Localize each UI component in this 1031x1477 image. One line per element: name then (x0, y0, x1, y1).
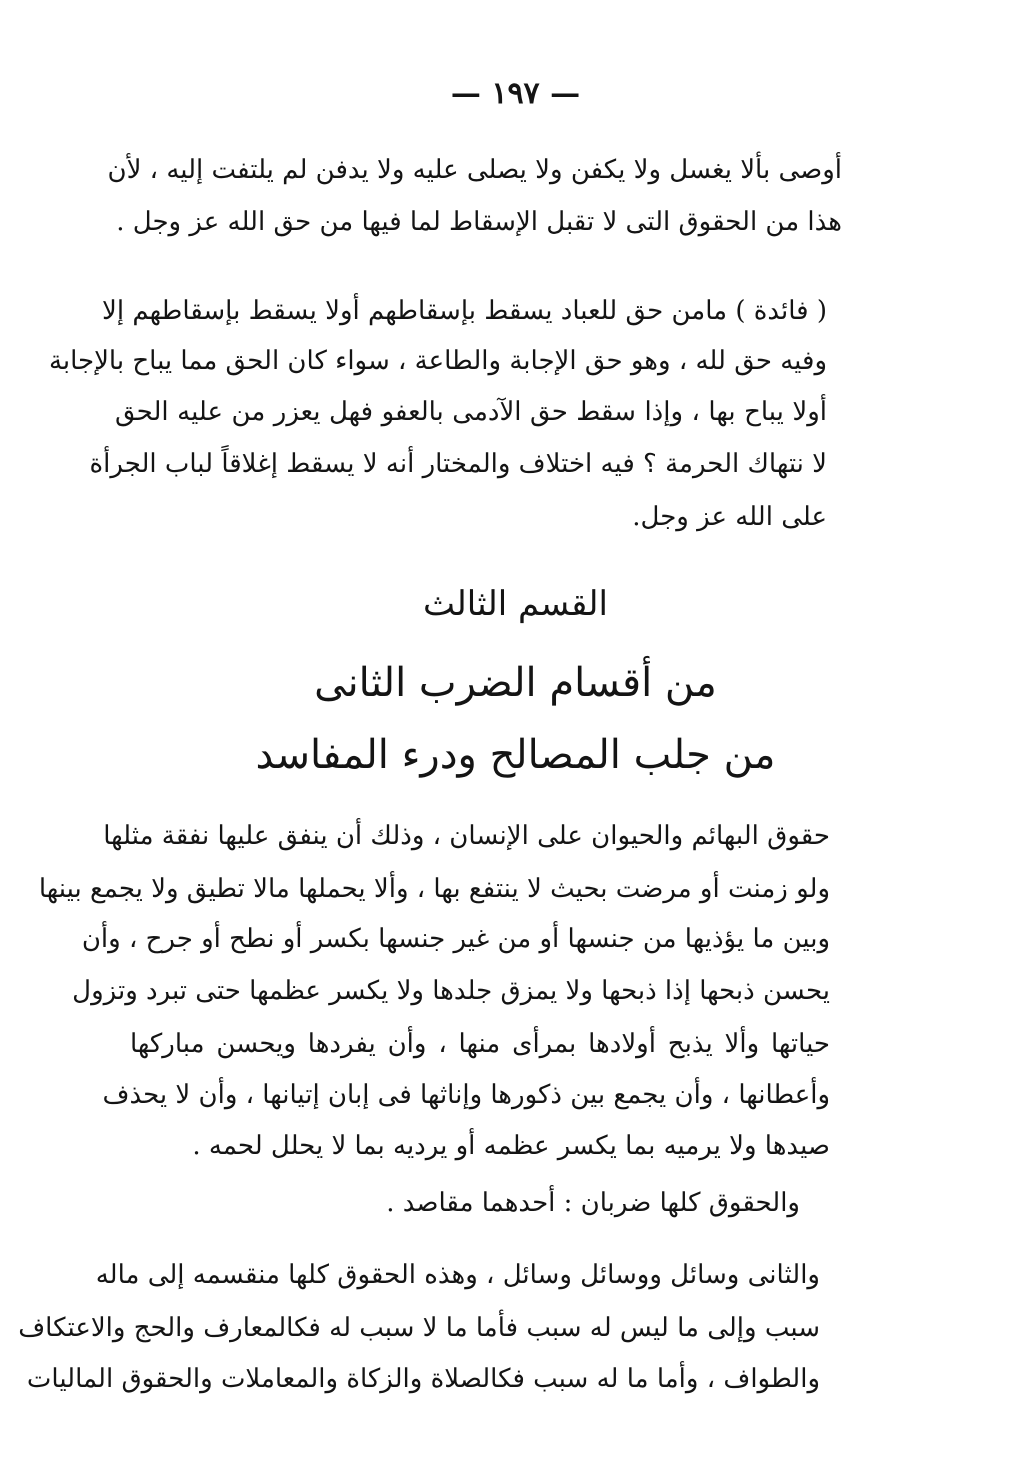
section-subtitle: من أقسام الضرب الثانى (314, 660, 717, 706)
para2-line-2: وفيه حق لله ، وهو حق الإجابة والطاعة ، سواء كان الحق مما يباح بالإجابة (48, 346, 827, 376)
para3-line-7: صيدها ولا يرميه بما يكسر عظمه أو يرديه بما لا يحلل لحمه . (192, 1131, 830, 1161)
para2-line-4: لا نتهاك الحرمة ؟ فيه اختلاف والمختار أنه لا يسقط إغلاقاً لباب الجرأة (89, 449, 827, 479)
para5-line-3: والطواف ، وأما ما له سبب فكالصلاة والزكاة والمعاملات والحقوق الماليات (26, 1364, 820, 1394)
para3-line-2: ولو زمنت أو مرضت بحيث لا ينتفع بها ، وألا يحملها مالا تطيق ولا يجمع بينها (38, 874, 830, 904)
para1-line-1: أوصى بألا يغسل ولا يكفن ولا يصلى عليه ولا يدفن لم يلتفت إليه ، لأن (107, 155, 842, 185)
para3-line-5: حياتها وألا يذبح أولادها بمرأى منها ، وأن يفردها ويحسن مباركها (130, 1029, 830, 1059)
para2-line-1: ( فائدة ) مامن حق للعباد يسقط بإسقاطهم أولا يسقط بإسقاطهم إلا (102, 296, 827, 326)
para3-line-6: وأعطانها ، وأن يجمع بين ذكورها وإناثها فى إبان إتيانها ، وأن لا يحذف (102, 1080, 830, 1110)
para2-line-5: على الله عز وجل. (632, 502, 827, 532)
para3-line-3: وبين ما يؤذيها من جنسها أو من غير جنسها بكسر أو نطح أو جرح ، وأن (81, 924, 830, 954)
para3-line-4: يحسن ذبحها إذا ذبحها ولا يمزق جلدها ولا يكسر عظمها حتى تبرد وتزول (72, 976, 830, 1006)
para1-line-2: هذا من الحقوق التى لا تقبل الإسقاط لما فيها من حق الله عز وجل . (116, 207, 842, 237)
page-number: — ١٩٧ — (450, 76, 581, 111)
para4-line-1: والحقوق كلها ضربان : أحدهما مقاصد . (386, 1188, 800, 1218)
para5-line-2: سبب وإلى ما ليس له سبب فأما ما لا سبب له فكالمعارف والحج والاعتكاف (18, 1313, 820, 1343)
para3-line-1: حقوق البهائم والحيوان على الإنسان ، وذلك أن ينفق عليها نفقة مثلها (103, 821, 830, 851)
section-subtitle-2: من جلب المصالح ودرء المفاسد (255, 732, 776, 778)
section-title: القسم الثالث (423, 584, 608, 624)
para5-line-1: والثانى وسائل ووسائل وسائل ، وهذه الحقوق كلها منقسمه إلى ماله (95, 1260, 820, 1290)
para2-line-3: أولا يباح بها ، وإذا سقط حق الآدمى بالعفو فهل يعزر من عليه الحق (115, 397, 827, 427)
